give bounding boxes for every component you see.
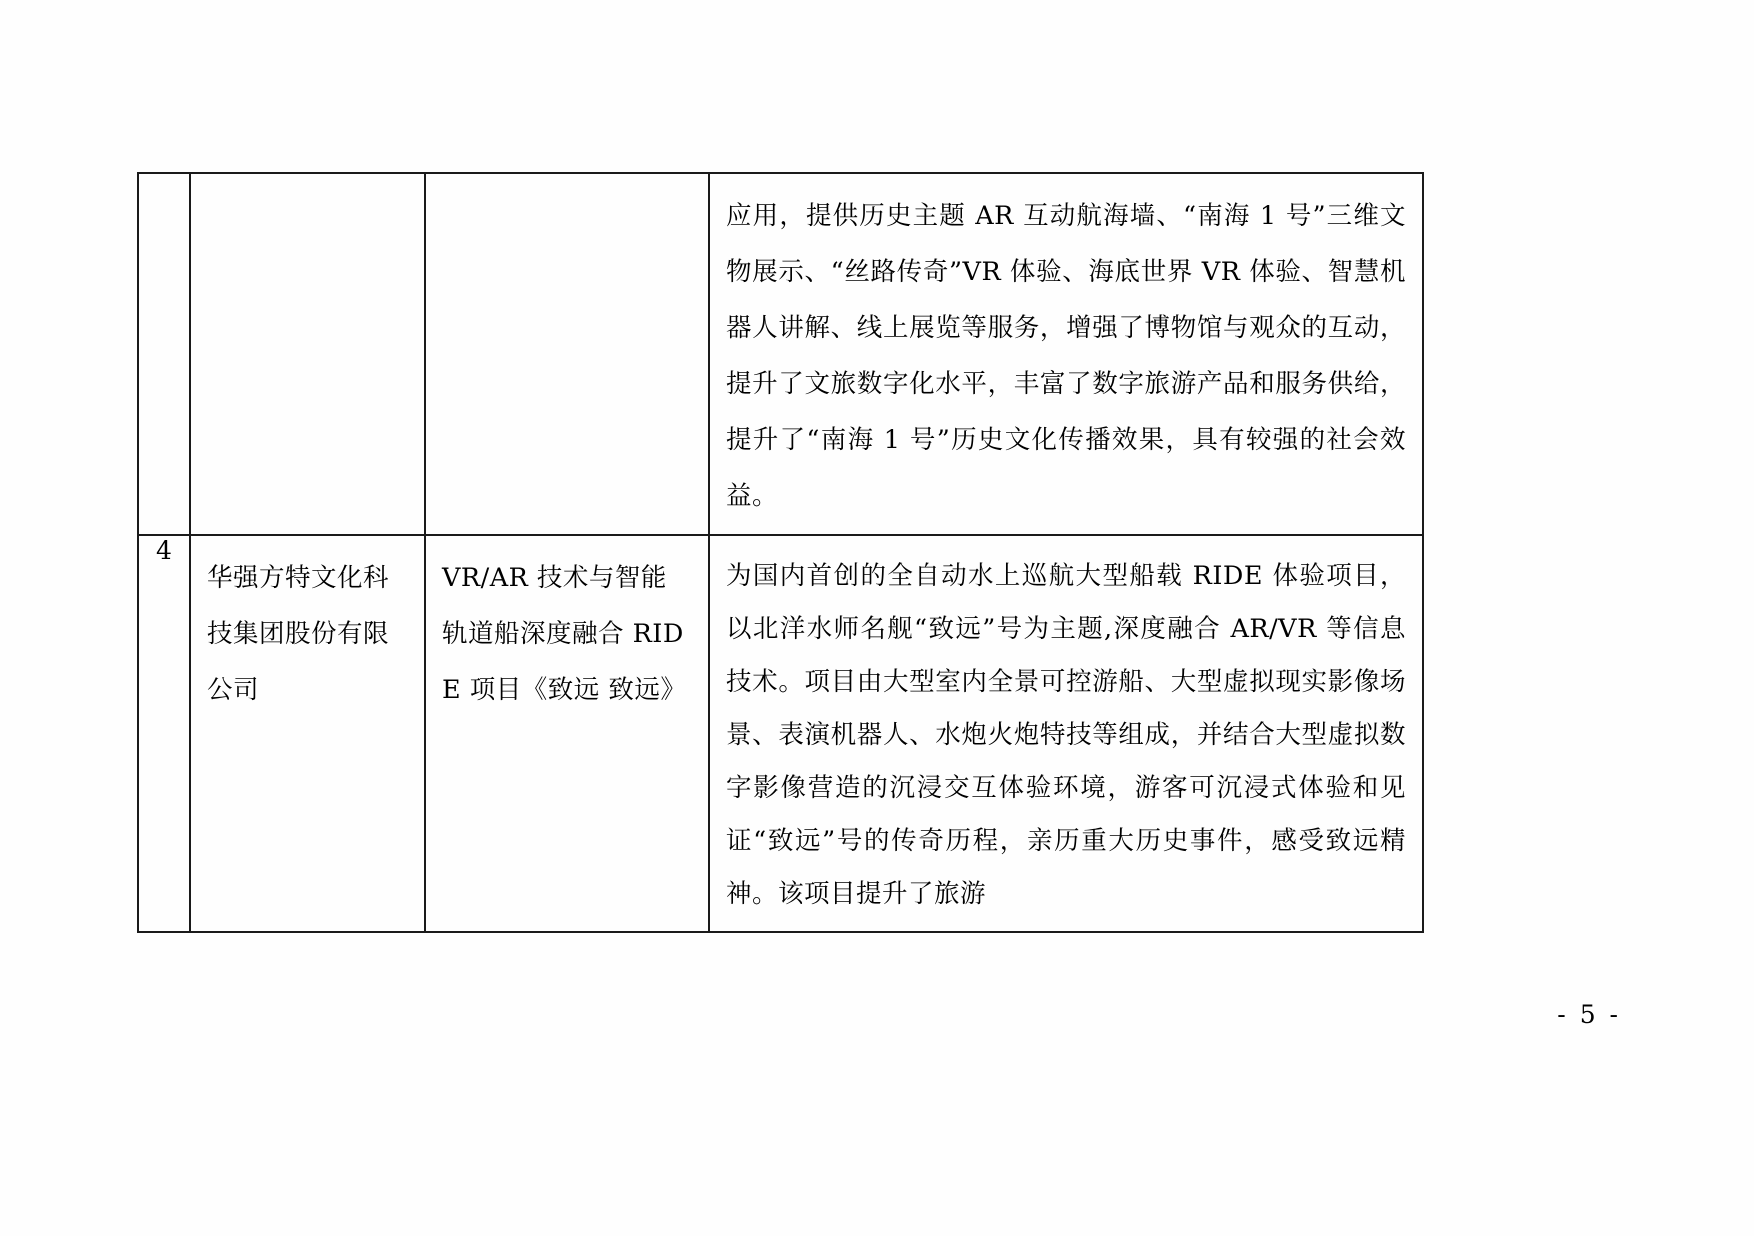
project-description-text: 为国内首创的全自动水上巡航大型船载 RIDE 体验项目，以北洋水师名舰“致远”号为主题,深度融合 AR/VR 等信息技术。项目由大型室内全景可控游船、大型虚拟现实影像场景、表演机器人、水炮火炮特技等组成，并结合大型虚拟数字影像营造的沉浸交互体验环境，游客可沉浸式体验和见证“致远”号的传奇历程，亲历重大历史事件，感受致远精神。该项目提升了旅游: [726, 561, 1406, 909]
project-description-cell: [709, 173, 1423, 535]
organization-text: 华强方特文化科技集团股份有限公司: [207, 563, 390, 705]
project-description-text: 应用，提供历史主题 AR 互动航海墙、“南海 1 号”三维文物展示、“丝路传奇”VR 体验、海底世界 VR 体验、智慧机器人讲解、线上展览等服务，增强了博物馆与观众的互动，提升了文旅数字化水平，丰富了数字旅游产品和服务供给，提升了“南海 1 号”历史文化传播效果，具有较强的社会效益。: [726, 201, 1406, 511]
row-number-cell: [138, 535, 190, 932]
table-row: [138, 173, 1423, 535]
page-number: - 5 -: [1557, 1000, 1621, 1029]
project-name-text: VR/AR 技术与智能轨道船深度融合 RIDE 项目《致远 致远》: [442, 563, 687, 705]
organization-cell: [190, 173, 425, 535]
row-number-cell: [138, 173, 190, 535]
table-row: [138, 535, 1423, 932]
project-description-cell: [709, 535, 1423, 932]
project-name-cell: [425, 173, 709, 535]
row-number-text: 4: [156, 536, 172, 565]
project-name-cell: [425, 535, 709, 932]
organization-cell: [190, 535, 425, 932]
project-table: [137, 172, 1424, 933]
